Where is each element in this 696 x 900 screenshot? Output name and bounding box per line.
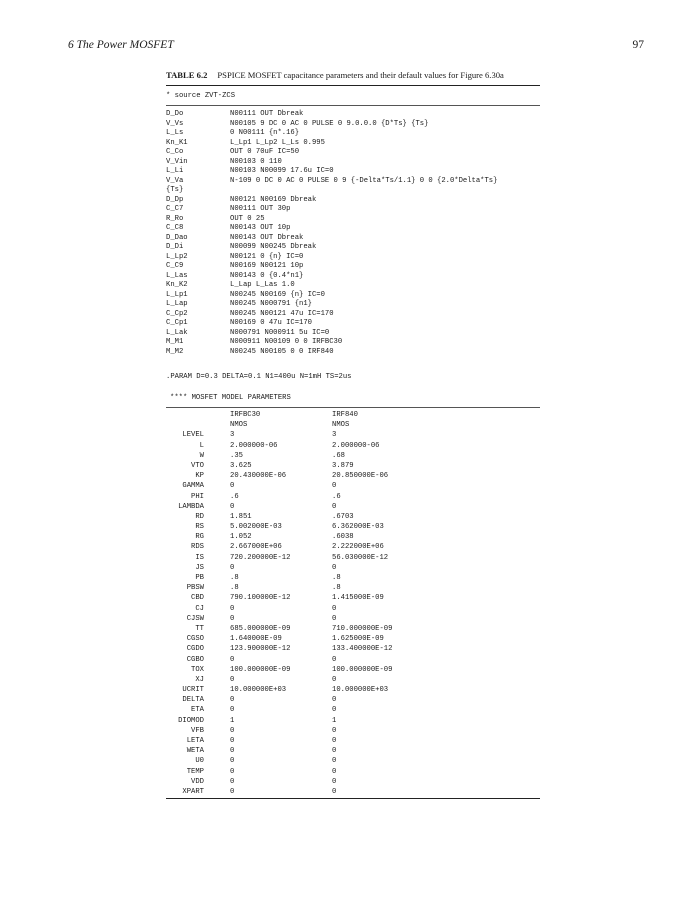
model-parameter-row xyxy=(166,471,540,481)
model-value-irf840: 3.879 xyxy=(332,461,354,470)
table-top-rule xyxy=(166,85,540,86)
model-value-irf840: .6038 xyxy=(332,533,354,542)
model-value-irfbc30: 1.640000E-09 xyxy=(230,635,282,644)
model-value-irf840: 0 xyxy=(332,502,337,511)
model-value-irf840: 0 xyxy=(332,787,337,796)
model-value-irfbc30: .8 xyxy=(230,584,239,593)
chapter-title: 6 The Power MOSFET xyxy=(68,39,174,51)
model-value-irfbc30: 685.000000E-09 xyxy=(230,624,291,633)
netlist-element-name: V_Vs xyxy=(166,119,184,128)
model-parameter-row xyxy=(166,573,540,583)
netlist-row xyxy=(166,262,546,272)
netlist-row xyxy=(166,300,546,310)
model-parameter-name: CGDO xyxy=(186,645,204,654)
netlist-element-name: L_Las xyxy=(166,271,188,280)
model-parameter-row xyxy=(166,481,540,491)
model-parameter-name: CBD xyxy=(191,594,204,603)
netlist-element-name: L_Lp1 xyxy=(166,290,188,299)
netlist-element-definition: N00245 N00105 0 0 IRF840 xyxy=(230,347,334,356)
model-value-irf840: 0 xyxy=(332,604,337,613)
model-parameter-name: LEVEL xyxy=(182,431,204,440)
model-parameter-row xyxy=(166,716,540,726)
netlist-element-definition: OUT 0 25 xyxy=(230,214,265,223)
netlist-element-definition: N000911 N00109 0 0 IRFBC30 xyxy=(230,338,343,346)
netlist-row xyxy=(166,243,546,253)
model-value-irfbc30: 1 xyxy=(230,716,235,725)
model-parameter-row xyxy=(166,451,540,461)
model-parameter-name: VDD xyxy=(191,777,204,786)
model-value-irf840: 0 xyxy=(332,696,337,705)
model-parameter-row xyxy=(166,644,540,654)
netlist-element-definition: N00103 N00099 17.6u IC=0 xyxy=(230,167,334,175)
netlist-element-name: D_Dao xyxy=(166,233,188,242)
running-head xyxy=(68,39,644,55)
model-parameter-row xyxy=(166,492,540,502)
model-value-irfbc30: 20.430000E-06 xyxy=(230,472,287,481)
model-parameter-row xyxy=(166,604,540,614)
netlist-element-name: C_C8 xyxy=(166,224,184,232)
netlist-row xyxy=(166,129,546,139)
model-value-irf840: 0 xyxy=(332,655,337,664)
page-number: 97 xyxy=(632,39,644,51)
param-statement: .PARAM D=0.3 DELTA=0.1 N1=400u N=1mH TS=2us xyxy=(166,373,352,381)
model-value-irfbc30: 0 xyxy=(230,614,235,623)
model-parameter-name: KP xyxy=(195,472,204,481)
model-value-irf840: 0 xyxy=(332,482,337,491)
model-value-irfbc30: .35 xyxy=(230,451,243,460)
model-parameters-table xyxy=(166,410,540,797)
model-value-irf840: .8 xyxy=(332,574,341,582)
netlist-element-name: C_C7 xyxy=(166,205,184,213)
netlist-element-name: M_M1 xyxy=(166,338,184,346)
netlist-element-definition: N00143 0 {0.4*n1} xyxy=(230,271,304,280)
netlist-row xyxy=(166,120,546,130)
model-value-irfbc30: 0 xyxy=(230,757,235,766)
netlist-element-definition: N00105 9 DC 0 AC 0 PULSE 0 9.0.0.0 {D*Ts} {Ts} xyxy=(230,119,429,128)
model-value-irf840: 0 xyxy=(332,767,337,776)
netlist-element-definition: L_Lp1 L_Lp2 L_Ls 0.995 xyxy=(230,138,325,147)
model-value-irf840: .6 xyxy=(332,492,341,501)
netlist-element-name: D_Di xyxy=(166,243,184,251)
model-parameter-name: CJ xyxy=(195,604,204,613)
model-value-irf840: 710.000000E-09 xyxy=(332,624,393,633)
model-parameter-row xyxy=(166,522,540,532)
model-parameter-name: PBSW xyxy=(186,584,204,593)
model-parameter-name: PHI xyxy=(191,492,204,501)
model-value-irf840: 1.625000E-09 xyxy=(332,635,384,644)
model-parameter-name: CJSW xyxy=(186,614,204,623)
model-parameter-row xyxy=(166,532,540,542)
model-parameter-name: PB xyxy=(195,574,204,582)
model-value-irfbc30: 0 xyxy=(230,563,235,572)
model-parameter-row xyxy=(166,746,540,756)
model-parameter-name: CGSO xyxy=(186,635,204,644)
netlist-row xyxy=(166,167,546,177)
model-parameter-name: U0 xyxy=(195,757,204,766)
model-parameter-name: LAMBDA xyxy=(178,502,204,511)
table-header-rule xyxy=(166,105,540,106)
model-parameter-name: UCRIT xyxy=(182,686,204,695)
model-parameter-row xyxy=(166,767,540,777)
netlist-row xyxy=(166,310,546,320)
model-parameter-name: VTO xyxy=(191,461,204,470)
model-col2-type: NMOS xyxy=(332,421,350,430)
model-parameter-row xyxy=(166,563,540,573)
netlist-row xyxy=(166,329,546,339)
netlist-element-name: L_Lak xyxy=(166,328,188,337)
model-parameter-row xyxy=(166,736,540,746)
netlist-row xyxy=(166,148,546,158)
model-parameter-row xyxy=(166,512,540,522)
model-value-irf840: 3 xyxy=(332,431,337,440)
netlist-row xyxy=(166,272,546,282)
netlist-element-definition: N00121 N00169 Dbreak xyxy=(230,195,317,204)
model-parameter-name: LETA xyxy=(186,737,204,745)
model-parameter-row xyxy=(166,614,540,624)
model-parameter-name: XPART xyxy=(182,787,204,796)
netlist-element-name: L_Ls xyxy=(166,129,184,137)
model-parameter-row xyxy=(166,461,540,471)
model-parameter-row xyxy=(166,542,540,552)
model-parameter-name: IS xyxy=(195,553,204,562)
model-value-irfbc30: 1.052 xyxy=(230,533,252,542)
netlist-row xyxy=(166,338,546,348)
model-parameter-row xyxy=(166,624,540,634)
model-parameter-name: GAMMA xyxy=(182,482,204,491)
model-value-irf840: 0 xyxy=(332,614,337,623)
model-value-irf840: 56.030000E-12 xyxy=(332,553,389,562)
model-parameter-name: TT xyxy=(195,624,204,633)
netlist-element-definition: N000791 N000911 5u IC=0 xyxy=(230,328,330,337)
model-parameter-row xyxy=(166,777,540,787)
model-value-irf840: 100.000000E-09 xyxy=(332,665,393,674)
model-value-irfbc30: 123.900000E-12 xyxy=(230,645,291,654)
model-parameter-row xyxy=(166,553,540,563)
model-title-rule xyxy=(166,407,540,408)
model-col1-type: NMOS xyxy=(230,421,248,430)
netlist-element-definition: N00169 0 47u IC=170 xyxy=(230,319,312,327)
netlist-element-definition: N00245 N00169 {n} IC=0 xyxy=(230,290,325,299)
model-parameter-row xyxy=(166,583,540,593)
model-header-row xyxy=(166,410,540,420)
model-value-irfbc30: .8 xyxy=(230,574,239,582)
netlist-element-definition: N-109 0 DC 0 AC 0 PULSE 0 9 {-Delta*Ts/1.1} 0 0 {2.0*Delta*Ts} xyxy=(230,176,498,185)
netlist-element-name: Kn_K2 xyxy=(166,281,188,289)
model-parameter-name: JS xyxy=(195,563,204,572)
model-value-irfbc30: 0 xyxy=(230,747,235,756)
model-parameter-name: W xyxy=(199,451,204,460)
model-parameter-name: L xyxy=(199,441,204,450)
model-value-irfbc30: 0 xyxy=(230,675,235,684)
model-parameter-name: XJ xyxy=(195,675,204,684)
model-value-irf840: 0 xyxy=(332,675,337,684)
netlist-element-definition: N00143 OUT 10p xyxy=(230,224,291,232)
model-parameter-row xyxy=(166,705,540,715)
table-label: TABLE 6.2 xyxy=(166,70,208,80)
model-parameter-name: CGBO xyxy=(186,655,204,664)
model-parameter-name: TEMP xyxy=(186,767,204,776)
netlist-element-definition: N00143 OUT Dbreak xyxy=(230,233,304,242)
model-value-irfbc30: 10.000000E+03 xyxy=(230,686,287,695)
model-parameter-name: DELTA xyxy=(182,696,204,705)
netlist-element-name: D_Dp xyxy=(166,195,184,204)
model-value-irfbc30: 3 xyxy=(230,431,235,440)
netlist-continuation: {Ts} xyxy=(166,186,184,194)
model-parameter-row xyxy=(166,665,540,675)
model-value-irf840: 2.222000E+06 xyxy=(332,543,384,552)
model-parameter-row xyxy=(166,726,540,736)
netlist-row xyxy=(166,348,546,358)
netlist-element-name: V_Va xyxy=(166,176,184,185)
netlist-row xyxy=(166,224,546,234)
model-parameter-row xyxy=(166,502,540,512)
model-value-irf840: 2.000000-06 xyxy=(332,441,380,450)
netlist-element-definition: N00245 N000791 {n1} xyxy=(230,300,312,308)
model-parameter-name: VFB xyxy=(191,726,204,735)
model-value-irfbc30: 1.851 xyxy=(230,512,252,521)
netlist-element-name: Kn_K1 xyxy=(166,138,188,147)
model-value-irfbc30: 0 xyxy=(230,777,235,786)
model-parameter-row xyxy=(166,441,540,451)
netlist-row xyxy=(166,281,546,291)
netlist-element-name: C_Cp1 xyxy=(166,319,188,327)
model-value-irfbc30: 0 xyxy=(230,696,235,705)
model-col1-name: IRFBC30 xyxy=(230,411,261,419)
model-value-irfbc30: 3.625 xyxy=(230,461,252,470)
netlist-element-name: V_Vin xyxy=(166,157,188,166)
netlist-element-definition: N00245 N00121 47u IC=170 xyxy=(230,309,334,318)
model-parameter-row xyxy=(166,685,540,695)
model-parameter-row xyxy=(166,756,540,766)
netlist xyxy=(166,110,546,357)
model-value-irfbc30: 790.100000E-12 xyxy=(230,594,291,603)
model-value-irf840: 0 xyxy=(332,757,337,766)
model-value-irf840: 1.415000E-09 xyxy=(332,594,384,603)
netlist-element-definition: 0 N00111 {n*.16} xyxy=(230,129,300,137)
netlist-source-header: * source ZVT-ZCS xyxy=(166,92,236,100)
model-parameter-name: TOX xyxy=(191,665,204,674)
netlist-row xyxy=(166,110,546,120)
netlist-row xyxy=(166,186,546,196)
model-value-irfbc30: 2.000000-06 xyxy=(230,441,278,450)
netlist-row xyxy=(166,234,546,244)
table-bottom-rule xyxy=(166,798,540,799)
model-value-irf840: .8 xyxy=(332,584,341,593)
model-value-irfbc30: 2.667000E+06 xyxy=(230,543,282,552)
model-parameter-row xyxy=(166,430,540,440)
model-value-irf840: 0 xyxy=(332,726,337,735)
model-parameter-row xyxy=(166,593,540,603)
model-value-irf840: 6.362000E-03 xyxy=(332,523,384,532)
model-value-irfbc30: .6 xyxy=(230,492,239,501)
model-parameter-name: RDS xyxy=(191,543,204,552)
model-value-irf840: .68 xyxy=(332,451,345,460)
model-parameter-name: RS xyxy=(195,523,204,532)
netlist-row xyxy=(166,215,546,225)
model-value-irf840: 0 xyxy=(332,563,337,572)
model-parameter-name: RD xyxy=(195,512,204,521)
model-type-row xyxy=(166,420,540,430)
model-value-irf840: 0 xyxy=(332,747,337,756)
model-value-irf840: 20.850000E-06 xyxy=(332,472,389,481)
model-parameter-row xyxy=(166,634,540,644)
netlist-row xyxy=(166,205,546,215)
model-parameter-name: RG xyxy=(195,533,204,542)
netlist-element-name: R_Ro xyxy=(166,214,184,223)
model-value-irf840: 0 xyxy=(332,737,337,745)
model-value-irf840: 10.000000E+03 xyxy=(332,686,389,695)
table-caption-text: PSPICE MOSFET capacitance parameters and their default values for Figure 6.30a xyxy=(217,70,504,80)
model-parameter-row xyxy=(166,695,540,705)
model-value-irfbc30: 0 xyxy=(230,502,235,511)
netlist-row xyxy=(166,177,546,187)
model-value-irf840: 0 xyxy=(332,706,337,715)
model-value-irfbc30: 0 xyxy=(230,726,235,735)
netlist-element-definition: N00121 0 {n} IC=0 xyxy=(230,252,304,261)
netlist-element-definition: N00099 N00245 Dbreak xyxy=(230,243,317,251)
netlist-element-definition: N00111 OUT Dbreak xyxy=(230,110,304,118)
model-parameter-row xyxy=(166,675,540,685)
netlist-element-definition: N00169 N00121 10p xyxy=(230,262,304,270)
model-value-irfbc30: 0 xyxy=(230,787,235,796)
model-value-irfbc30: 0 xyxy=(230,767,235,776)
netlist-element-name: L_Lap xyxy=(166,300,188,308)
netlist-element-name: L_Lp2 xyxy=(166,252,188,261)
model-value-irf840: .6703 xyxy=(332,512,354,521)
model-value-irf840: 1 xyxy=(332,716,337,725)
netlist-row xyxy=(166,253,546,263)
model-value-irfbc30: 720.200000E-12 xyxy=(230,553,291,562)
netlist-element-definition: N00103 0 110 xyxy=(230,157,282,166)
netlist-row xyxy=(166,158,546,168)
netlist-row xyxy=(166,196,546,206)
model-parameters-title: **** MOSFET MODEL PARAMETERS xyxy=(170,394,291,402)
model-value-irfbc30: 0 xyxy=(230,706,235,715)
model-value-irfbc30: 0 xyxy=(230,737,235,745)
model-parameter-name: WETA xyxy=(186,747,204,756)
model-value-irf840: 133.400000E-12 xyxy=(332,645,393,654)
netlist-element-name: D_Do xyxy=(166,110,184,118)
model-parameter-row xyxy=(166,655,540,665)
model-parameter-name: DIOMOD xyxy=(178,716,204,725)
netlist-element-name: C_Cp2 xyxy=(166,309,188,318)
netlist-element-name: C_C9 xyxy=(166,262,184,270)
model-value-irfbc30: 0 xyxy=(230,604,235,613)
netlist-element-definition: N00111 OUT 30p xyxy=(230,205,291,213)
netlist-element-name: M_M2 xyxy=(166,347,184,356)
netlist-row xyxy=(166,291,546,301)
model-parameter-row xyxy=(166,787,540,797)
netlist-element-name: L_Li xyxy=(166,167,184,175)
netlist-row xyxy=(166,139,546,149)
netlist-element-definition: L_Lap L_Las 1.0 xyxy=(230,281,295,289)
model-value-irfbc30: 5.002000E-03 xyxy=(230,523,282,532)
model-value-irfbc30: 0 xyxy=(230,482,235,491)
model-parameter-name: ETA xyxy=(191,706,204,715)
table-caption xyxy=(166,70,566,80)
model-value-irfbc30: 100.000000E-09 xyxy=(230,665,291,674)
netlist-element-name: C_Co xyxy=(166,148,184,156)
model-value-irf840: 0 xyxy=(332,777,337,786)
model-col2-name: IRF840 xyxy=(332,411,358,419)
model-value-irfbc30: 0 xyxy=(230,655,235,664)
netlist-row xyxy=(166,319,546,329)
netlist-element-definition: OUT 0 70uF IC=50 xyxy=(230,148,300,156)
